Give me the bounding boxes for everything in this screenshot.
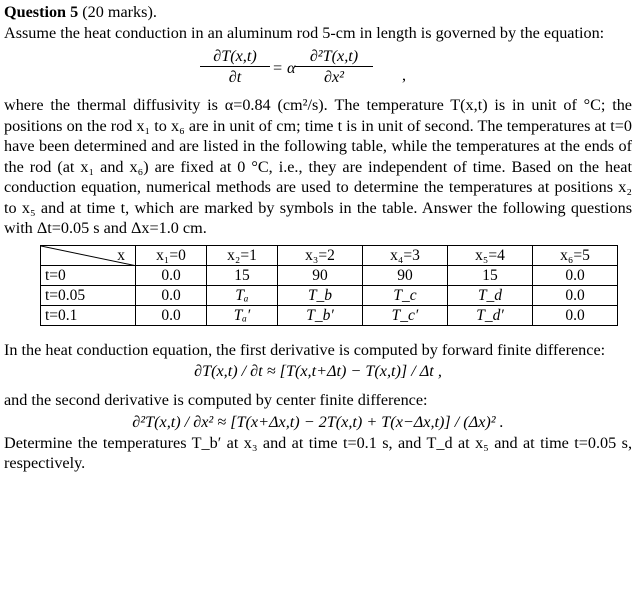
table-cell: 0.0 — [136, 265, 207, 285]
table-cell: 0.0 — [136, 285, 207, 305]
table-cell: Tₐ — [207, 285, 278, 305]
table-cell: 0.0 — [136, 305, 207, 325]
temperature-table-wrap — [40, 245, 632, 326]
table-header: x₄=3 — [363, 245, 448, 265]
table-cell: 90 — [363, 265, 448, 285]
table-cell: 0.0 — [533, 265, 618, 285]
temperature-table — [40, 245, 618, 326]
row-label: t=0 — [41, 265, 136, 285]
table-corner-cell — [41, 245, 136, 265]
table-cell: T_c — [363, 285, 448, 305]
description-text: where the thermal diffusivity is α=0.84 (cm²/s). The temperature T(x,t) is in unit of °C; the positions on the rod x₁ to x₆ are in unit of cm; time t is in unit of second. The temperatures at t=0 have been determined and are listed in the following table, while the temperatures at the ends of the rod (at x₁ and x₆) are fixed at 0 °C, i.e., they are independent of time. Based on the heat conduction equation, numerical methods are used to determine the temperatures at positions x₂ to x₅ and at time t, which are marked by symbols in the table. Answer the following questions with Δt=0.05 s and Δx=1.0 cm. — [4, 96, 632, 237]
heat-equation — [4, 43, 632, 95]
table-cell: 0.0 — [533, 305, 618, 325]
rhs-fraction — [295, 47, 373, 86]
table-cell: Tₐ′ — [207, 305, 278, 325]
table-cell: T_d′ — [448, 305, 533, 325]
forward-difference-text: In the heat conduction equation, the first derivative is computed by forward finite difference: — [4, 340, 606, 359]
table-header: x₁=0 — [136, 245, 207, 265]
forward-difference-equation: ∂T(x,t) / ∂t ≈ [T(x,t+Δt) − T(x,t)] / Δt , — [194, 362, 442, 380]
table-header: x₂=1 — [207, 245, 278, 265]
question-marks: (20 marks). — [82, 3, 157, 21]
table-header-row — [41, 245, 618, 265]
intro-text: Assume the heat conduction in an aluminum rod 5-cm in length is governed by the equation: — [4, 23, 605, 42]
question-page — [4, 2, 632, 474]
corner-label: x — [117, 246, 125, 264]
equals-alpha: = α — [272, 59, 296, 77]
equation-comma: , — [402, 66, 407, 84]
table-cell: T_d — [448, 285, 533, 305]
table-header: x₆=5 — [533, 245, 618, 265]
center-difference-text: and the second derivative is computed by center finite difference: — [4, 391, 428, 409]
table-cell: 0.0 — [533, 285, 618, 305]
table-cell: 90 — [278, 265, 363, 285]
table-cell: 15 — [448, 265, 533, 285]
table-cell: T_c′ — [363, 305, 448, 325]
lhs-denominator: ∂t — [228, 68, 242, 86]
lhs-fraction — [200, 47, 270, 86]
question-title: Question 5 — [4, 3, 79, 21]
rhs-numerator: ∂²T(x,t) — [309, 47, 359, 65]
table-row — [41, 285, 618, 305]
final-question-text: Determine the temperatures T_b′ at x₃ and at time t=0.1 s, and T_d at x₅ and at time t=0.05 s, respectively. — [4, 433, 632, 472]
row-label: t=0.05 — [41, 285, 136, 305]
table-row — [41, 265, 618, 285]
table-cell: T_b′ — [278, 305, 363, 325]
table-header: x₃=2 — [278, 245, 363, 265]
table-cell: T_b — [278, 285, 363, 305]
center-difference-equation: ∂²T(x,t) / ∂x² ≈ [T(x+Δx,t) − 2T(x,t) + T(x−Δx,t)] / (Δx)² . — [132, 412, 504, 431]
question-heading — [4, 2, 632, 23]
row-label: t=0.1 — [41, 305, 136, 325]
table-row — [41, 305, 618, 325]
rhs-denominator: ∂x² — [323, 68, 345, 86]
lhs-numerator: ∂T(x,t) — [213, 47, 257, 65]
table-header: x₅=4 — [448, 245, 533, 265]
table-cell: 15 — [207, 265, 278, 285]
